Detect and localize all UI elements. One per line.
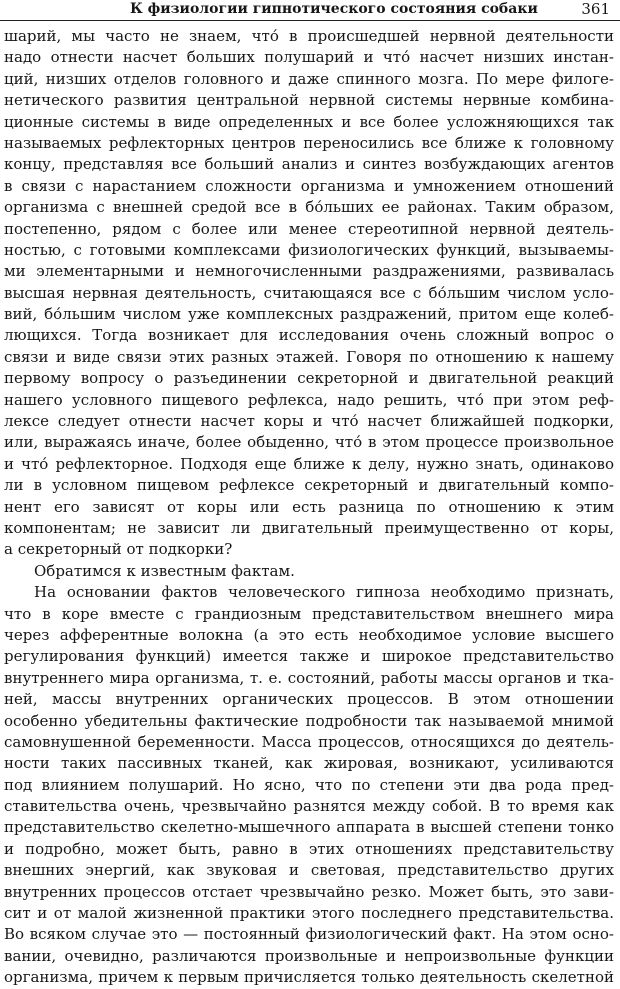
text-line: ставительства очень, чрезвычайно разнятся между собой. В то время как [4, 797, 614, 816]
text-line: и что́ рефлекторное. Подходя еще ближе к делу, нужно знать, одинаково [4, 454, 614, 473]
body-text [4, 26, 614, 989]
text-line: называемых рефлекторных центров переносились все ближе к головному [4, 133, 614, 152]
text-line: или, выражаясь иначе, более обыденно, что́ в этом процессе произвольное [4, 433, 614, 452]
text-line: компонентам; не зависит ли двигательный преимущественно от коры, [4, 518, 614, 537]
text-line: особенно убедительны фактические подробности так называемой мнимой [4, 711, 614, 730]
text-line: постепенно, рядом с более или менее стереотипной нервной деятель- [4, 219, 614, 238]
running-title: К физиологии гипнотического состояния собаки [130, 1, 538, 17]
text-line: организма, причем к первым причисляется только деятельность скелетной [4, 968, 614, 987]
text-line: сит и от малой жизненной практики этого последнего представительства. [4, 904, 614, 923]
text-line: лексе следует отнести насчет коры и что́ насчет ближайшей подкорки, [4, 412, 614, 431]
text-line: нент его зависят от коры или есть разница по отношению к этим [4, 497, 614, 516]
text-line: внутреннего мира организма, т. е. состояний, работы массы органов и тка- [4, 668, 614, 687]
text-line: регулирования функций) имеется также и широкое представительство [4, 647, 614, 666]
text-line: а секреторный от подкорки? [4, 540, 233, 559]
text-line: организма с внешней средой все в бо́льших ее районах. Таким образом, [4, 198, 614, 217]
text-line: нашего условного пищевого рефлекса, надо решить, что́ при этом реф- [4, 390, 614, 409]
text-line: в связи с нарастанием сложности организма и умножением отношений [4, 176, 614, 195]
text-line: представительство скелетно-мышечного аппарата в высшей степени тонко [4, 818, 614, 837]
text-line: шарий, мы часто не знаем, что́ в происшедшей нервной деятельности [4, 27, 614, 45]
text-line: самовнушенной беременности. Масса процессов, относящихся до деятель- [4, 732, 614, 751]
page-number: 361 [581, 0, 610, 18]
text-line: ми элементарными и немногочисленными раздражениями, развивалась [4, 262, 614, 281]
text-line: концу, представляя все больший анализ и синтез возбуждающих агентов [4, 155, 614, 174]
text-line: внешних энергий, как звуковая и световая, представительство других [4, 861, 614, 880]
text-line: Обратимся к известным фактам. [34, 561, 295, 580]
text-line: ций, низших отделов головного и даже спинного мозга. По мере филоге- [4, 69, 614, 88]
text-line: что в коре вместе с грандиозным представительством внешнего мира [4, 604, 614, 623]
text-line: вании, очевидно, различаются произвольные и непроизвольные функции [4, 946, 614, 965]
text-line: ционные системы в виде определенных и все более усложняющихся так [4, 112, 614, 131]
text-line: под влиянием полушарий. Но ясно, что по степени эти два рода пред- [4, 775, 614, 794]
text-line: связи и виде связи этих разных этажей. Говоря по отношению к нашему [4, 347, 614, 366]
text-line: ности таких пассивных тканей, как жировая, возникают, усиливаются [4, 754, 614, 773]
header-rule [0, 20, 620, 21]
text-line: внутренних процессов отстает чрезвычайно резко. Может быть, это зави- [4, 882, 614, 901]
text-line: нетического развития центральной нервной системы нервные комбина- [4, 91, 614, 110]
text-line: надо отнести насчет больших полушарий и что́ насчет низших инстан- [4, 48, 614, 67]
text-line: вий, бо́льшим числом уже комплексных раздражений, притом еще колеб- [4, 305, 614, 324]
text-line: На основании фактов человеческого гипноза необходимо признать, [34, 583, 614, 602]
text-line: высшая нервная деятельность, считающаяся все с бо́льшим числом усло- [4, 283, 614, 302]
text-line: ли в условном пищевом рефлексе секреторный и двигательный компо- [4, 476, 614, 495]
page-header [0, 0, 620, 20]
text-line: и подробно, может быть, равно в этих отношениях представительству [4, 839, 614, 858]
text-line: ней, массы внутренних органических процессов. В этом отношении [4, 690, 614, 709]
text-line: первому вопросу о разъединении секреторной и двигательной реакций [4, 369, 614, 388]
text-line: ностью, с готовыми комплексами физиологических функций, вызываемы- [4, 240, 614, 259]
text-line: через афферентные волокна (а это есть необходимое условие высшего [4, 625, 614, 644]
text-line: лющихся. Тогда возникает для исследования очень сложный вопрос о [4, 326, 614, 345]
text-line: Во всяком случае это — постоянный физиологический факт. На этом осно- [4, 925, 614, 944]
